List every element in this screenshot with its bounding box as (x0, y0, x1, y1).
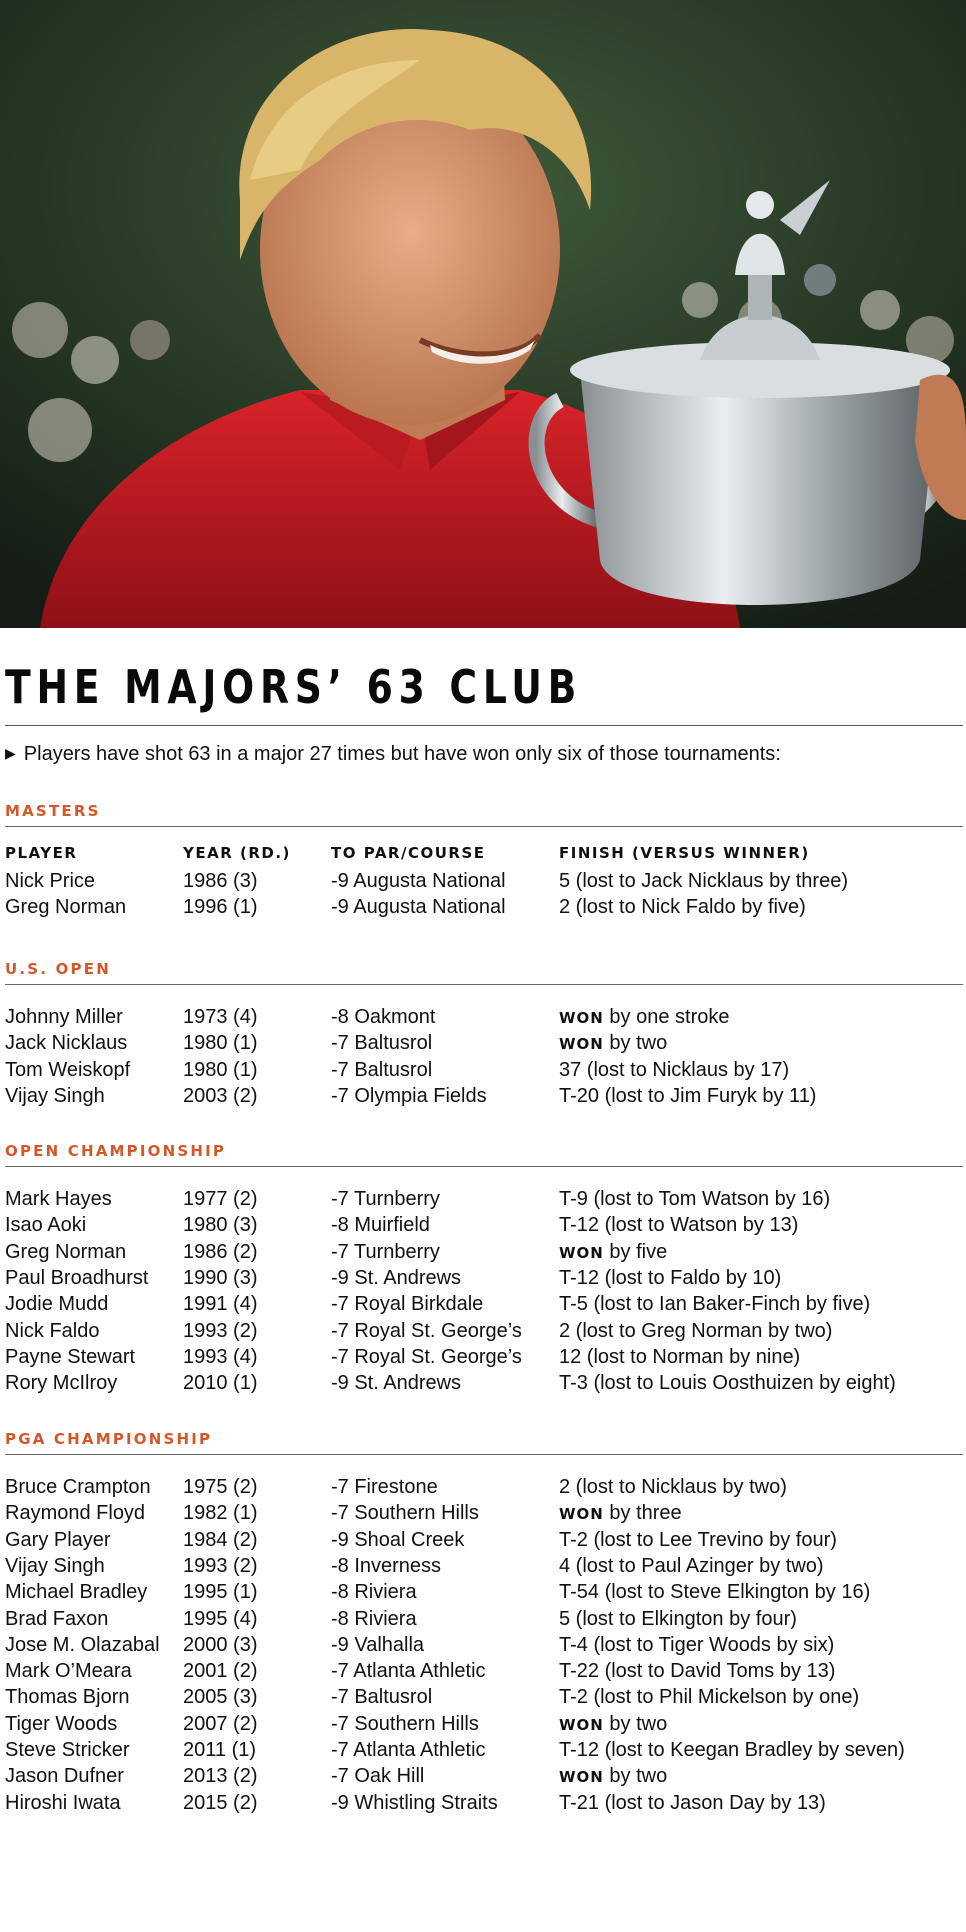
cell-course: -9 Shoal Creek (331, 1528, 465, 1551)
column-header: PLAYER (5, 844, 78, 862)
table-row (5, 1632, 963, 1658)
cell-year: 1986 (3) (183, 870, 258, 892)
cell-year: 1991 (4) (183, 1293, 258, 1316)
cell-course: -7 Atlanta Athletic (331, 1739, 486, 1761)
cell-year: 1973 (4) (183, 1006, 258, 1028)
column-header-row (5, 840, 963, 866)
table-row (5, 1004, 963, 1030)
column-header: TO PAR/COURSE (331, 844, 486, 862)
cell-finish: T-21 (lost to Jason Day by 13) (559, 1791, 826, 1814)
cell-player: Jack Nicklaus (5, 1032, 128, 1055)
cell-finish: T-12 (lost to Watson by 13) (559, 1214, 799, 1237)
cell-finish: T-3 (lost to Louis Oosthuizen by eight) (559, 1372, 896, 1395)
cell-player: Thomas Bjorn (5, 1686, 130, 1709)
cell-finish: WON by two (559, 1765, 668, 1788)
cell-player: Jason Dufner (5, 1765, 124, 1788)
cell-course: -9 Augusta National (331, 870, 506, 892)
won-label: WON (559, 1243, 604, 1262)
table-row (5, 1474, 963, 1500)
cell-year: 1995 (1) (183, 1581, 258, 1604)
table-row (5, 1790, 963, 1816)
cell-course: -9 Augusta National (331, 896, 506, 919)
table-row (5, 1212, 963, 1238)
table-row (5, 1344, 963, 1370)
cell-year: 2011 (1) (183, 1739, 257, 1761)
column-header: YEAR (RD.) (183, 844, 291, 862)
table-row (5, 868, 963, 894)
section-heading: MASTERS (5, 802, 101, 820)
cell-course: -7 Oak Hill (331, 1765, 425, 1788)
cell-year: 2015 (2) (183, 1791, 258, 1814)
table-row (5, 1527, 963, 1553)
cell-year: 1993 (2) (183, 1319, 258, 1342)
cell-finish: WON by three (559, 1502, 682, 1525)
cell-course: -7 Southern Hills (331, 1712, 479, 1735)
cell-course: -9 St. Andrews (331, 1266, 462, 1289)
cell-year: 2007 (2) (183, 1712, 258, 1735)
cell-year: 1977 (2) (183, 1188, 258, 1210)
cell-year: 2000 (3) (183, 1633, 258, 1656)
title-divider (5, 725, 963, 726)
cell-course: -7 Firestone (331, 1476, 438, 1498)
cell-year: 1996 (1) (183, 896, 258, 919)
cell-course: -8 Oakmont (331, 1006, 436, 1028)
table-row (5, 1500, 963, 1526)
column-header: FINISH (VERSUS WINNER) (559, 844, 810, 862)
cell-year: 1980 (1) (183, 1032, 258, 1055)
table-row (5, 1606, 963, 1632)
cell-player: Mark O’Meara (5, 1660, 132, 1683)
table-row (5, 1684, 963, 1710)
table-row (5, 1763, 963, 1789)
cell-finish: T-22 (lost to David Toms by 13) (559, 1660, 836, 1683)
cell-year: 2013 (2) (183, 1765, 258, 1788)
cell-player: Nick Price (5, 870, 96, 892)
cell-course: -7 Royal St. George’s (331, 1319, 522, 1342)
cell-course: -8 Inverness (331, 1554, 442, 1577)
cell-year: 2003 (2) (183, 1084, 258, 1107)
cell-finish: T-12 (lost to Keegan Bradley by seven) (559, 1739, 905, 1761)
won-label: WON (559, 1505, 604, 1524)
cell-course: -9 Valhalla (331, 1633, 425, 1656)
table-row (5, 1083, 963, 1109)
cell-year: 2001 (2) (183, 1660, 258, 1683)
cell-finish: T-2 (lost to Lee Trevino by four) (559, 1528, 837, 1551)
cell-course: -7 Baltusrol (331, 1686, 433, 1709)
table-row (5, 1239, 963, 1265)
cell-course: -7 Baltusrol (331, 1032, 433, 1055)
table-row (5, 1658, 963, 1684)
cell-year: 1982 (1) (183, 1502, 258, 1525)
section-heading: PGA CHAMPIONSHIP (5, 1430, 213, 1448)
cell-course: -7 Olympia Fields (331, 1084, 487, 1107)
cell-year: 1984 (2) (183, 1528, 258, 1551)
cell-player: Payne Stewart (5, 1345, 136, 1368)
cell-player: Hiroshi Iwata (5, 1791, 121, 1814)
intro-sentence: Players have shot 63 in a major 27 times but have won only six of those tournaments: (23, 743, 781, 765)
cell-finish: 2 (lost to Nick Faldo by five) (559, 896, 806, 919)
cell-finish: T-12 (lost to Faldo by 10) (559, 1266, 782, 1289)
cell-finish: 37 (lost to Nicklaus by 17) (559, 1058, 790, 1081)
cell-player: Paul Broadhurst (5, 1266, 149, 1289)
won-label: WON (559, 1009, 604, 1027)
cell-player: Michael Bradley (5, 1581, 148, 1604)
section-divider (5, 984, 963, 985)
table-row (5, 1318, 963, 1344)
cell-course: -7 Turnberry (331, 1188, 440, 1210)
cell-course: -9 St. Andrews (331, 1372, 462, 1395)
cell-player: Johnny Miller (5, 1006, 123, 1028)
table-row (5, 1711, 963, 1737)
cell-player: Vijay Singh (5, 1084, 105, 1107)
cell-course: -8 Muirfield (331, 1214, 430, 1237)
section-heading: U.S. OPEN (5, 960, 111, 978)
won-label: WON (559, 1035, 604, 1054)
cell-finish: T-9 (lost to Tom Watson by 16) (559, 1188, 831, 1210)
page-title: THE MAJORS’ 63 CLUB (5, 660, 583, 714)
won-label: WON (559, 1715, 604, 1734)
cell-player: Bruce Crampton (5, 1476, 151, 1498)
cell-year: 2010 (1) (183, 1372, 258, 1395)
cell-player: Mark Hayes (5, 1188, 112, 1210)
cell-finish: T-2 (lost to Phil Mickelson by one) (559, 1686, 860, 1709)
cell-year: 1990 (3) (183, 1266, 258, 1289)
cell-year: 1980 (3) (183, 1214, 258, 1237)
cell-finish: T-4 (lost to Tiger Woods by six) (559, 1633, 835, 1656)
cell-course: -8 Riviera (331, 1607, 417, 1630)
section-divider (5, 826, 963, 827)
cell-player: Jodie Mudd (5, 1293, 109, 1316)
cell-player: Greg Norman (5, 896, 127, 919)
photo-illustration (0, 0, 966, 628)
cell-finish: 2 (lost to Nicklaus by two) (559, 1476, 787, 1498)
triangle-bullet-icon: ▶ (5, 745, 16, 761)
cell-player: Tom Weiskopf (5, 1058, 131, 1081)
cell-finish: WON by five (559, 1240, 668, 1263)
cell-player: Jose M. Olazabal (5, 1633, 160, 1656)
cell-player: Steve Stricker (5, 1739, 130, 1761)
cell-course: -7 Royal Birkdale (331, 1293, 484, 1316)
cell-player: Brad Faxon (5, 1607, 109, 1630)
cell-player: Greg Norman (5, 1240, 127, 1263)
table-row (5, 1370, 963, 1396)
golfer-with-trophy-photo (0, 0, 966, 628)
cell-player: Vijay Singh (5, 1554, 105, 1577)
cell-player: Raymond Floyd (5, 1502, 146, 1525)
cell-finish: 5 (lost to Elkington by four) (559, 1607, 797, 1630)
cell-year: 1986 (2) (183, 1240, 258, 1263)
intro-text (5, 744, 781, 764)
cell-finish: 5 (lost to Jack Nicklaus by three) (559, 870, 848, 892)
cell-course: -7 Royal St. George’s (331, 1345, 522, 1368)
cell-finish: T-5 (lost to Ian Baker-Finch by five) (559, 1293, 871, 1316)
cell-finish: 12 (lost to Norman by nine) (559, 1345, 801, 1368)
cell-course: -8 Riviera (331, 1581, 417, 1604)
table-row (5, 1553, 963, 1579)
cell-course: -7 Turnberry (331, 1240, 440, 1263)
table-row (5, 1186, 963, 1212)
cell-finish: WON by two (559, 1032, 668, 1055)
cell-year: 1980 (1) (183, 1058, 258, 1081)
table-row (5, 1579, 963, 1605)
section-divider (5, 1454, 963, 1455)
cell-player: Tiger Woods (5, 1712, 118, 1735)
section-divider (5, 1166, 963, 1167)
cell-player: Nick Faldo (5, 1319, 100, 1342)
cell-player: Gary Player (5, 1528, 111, 1551)
table-row (5, 1265, 963, 1291)
table-row (5, 1030, 963, 1056)
cell-course: -9 Whistling Straits (331, 1791, 498, 1814)
cell-course: -7 Atlanta Athletic (331, 1660, 486, 1683)
cell-player: Rory McIlroy (5, 1372, 118, 1395)
cell-year: 2005 (3) (183, 1686, 258, 1709)
cell-finish: WON by one stroke (559, 1006, 730, 1028)
section-heading: OPEN CHAMPIONSHIP (5, 1142, 227, 1160)
cell-year: 1975 (2) (183, 1476, 258, 1498)
cell-finish: T-54 (lost to Steve Elkington by 16) (559, 1581, 871, 1604)
table-row (5, 1057, 963, 1083)
cell-finish: WON by two (559, 1712, 668, 1735)
cell-course: -7 Baltusrol (331, 1058, 433, 1081)
table-row (5, 1291, 963, 1317)
cell-year: 1995 (4) (183, 1607, 258, 1630)
cell-player: Isao Aoki (5, 1214, 87, 1237)
cell-course: -7 Southern Hills (331, 1502, 479, 1525)
cell-finish: 4 (lost to Paul Azinger by two) (559, 1554, 824, 1577)
cell-year: 1993 (4) (183, 1345, 258, 1368)
cell-year: 1993 (2) (183, 1554, 258, 1577)
cell-finish: 2 (lost to Greg Norman by two) (559, 1319, 833, 1342)
won-label: WON (559, 1768, 604, 1787)
table-row (5, 894, 963, 920)
cell-finish: T-20 (lost to Jim Furyk by 11) (559, 1084, 817, 1107)
table-row (5, 1737, 963, 1763)
